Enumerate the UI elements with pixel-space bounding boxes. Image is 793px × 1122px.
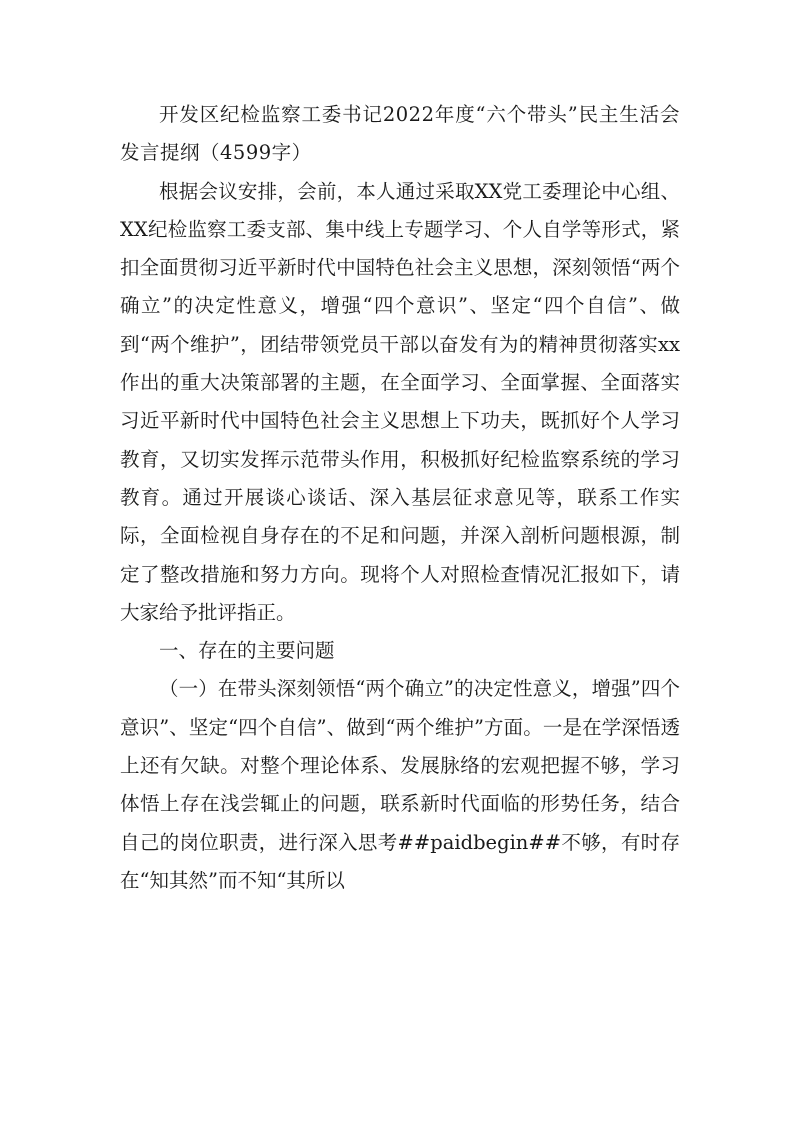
- document-title: 开发区纪检监察工委书记2022年度“六个带头”民主生活会发言提纲（4599字）: [120, 103, 680, 165]
- document-body: [120, 96, 680, 900]
- section-heading: 一、存在的主要问题: [159, 639, 335, 663]
- intro-paragraph: 根据会议安排，会前，本人通过采取XX党工委理论中心组、XX纪检监察工委支部、集中线上专题学习、个人自学等形式，紧扣全面贯彻习近平新时代中国特色社会主义思想，深刻领悟“两个确立”的决定性意义，增强“四个意识”、坚定“四个自信”、做到“两个维护”，团结带领党员干部以奋发有为的精神贯彻落实xx作出的重大决策部署的主题，在全面学习、全面掌握、全面落实习近平新时代中国特色社会主义思想上下功夫，既抓好个人学习教育，又切实发挥示范带头作用，积极抓好纪检监察系统的学习教育。通过开展谈心谈话、深入基层征求意见等，联系工作实际，全面检视自身存在的不足和问题，并深入剖析问题根源，制定了整改措施和努力方向。现将个人对照检查情况汇报如下，请大家给予批评指正。: [120, 179, 680, 624]
- subsection-paragraph: （一）在带头深刻领悟“两个确立”的决定性意义，增强”四个意识”、坚定“四个自信”、做到“两个维护”方面。一是在学深悟透上还有欠缺。对整个理论体系、发展脉络的宏观把握不够，学习体悟上存在浅尝辄止的问题，联系新时代面临的形势任务，结合自己的岗位职责，进行深入思考##paidbegin##不够，有时存在“知其然”而不知“其所以: [120, 677, 680, 892]
